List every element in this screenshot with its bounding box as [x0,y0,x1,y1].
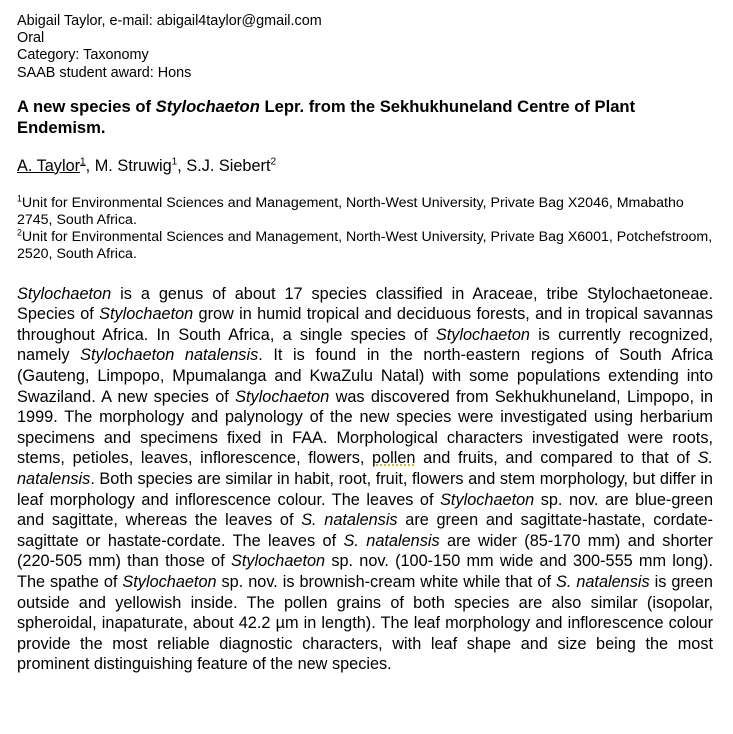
abstract-flagged-word: pollen [372,449,416,468]
abstract-taxon-name: Stylochaeton [17,284,112,303]
abstract-taxon-name: Stylochaeton [122,572,217,591]
affiliation-text: Unit for Environmental Sciences and Management, North-West University, Private Bag X6001, Potchefstroom, 2520, South Africa. [17,229,713,263]
title-prefix: A new species of [17,96,156,116]
abstract-text: is green outside and yellowish inside. The pollen grains of both species are also similar (isopolar, spheroidal, inapaturate, about 42.2 µm in length). The leaf morphology and inflorescence colour provide the most reliable diagnostic characters, with leaf shape and size being the most prominent distinguishing feature of the new species. [17,572,713,674]
author-affiliation-ref: 2 [270,156,277,168]
presentation-type: Oral [17,30,45,47]
abstract-text: grow in humid tropical and deciduous forests, and in tropical savannas throughout Africa. In South Africa, a single species of [17,305,713,344]
header-block [17,13,713,82]
author-name: M. Struwig [94,156,172,175]
abstract-body [17,284,713,675]
affiliation-text: Unit for Environmental Sciences and Management, North-West University, Private Bag X2046, Mmabatho 2745, South Africa. [17,194,684,229]
abstract-taxon-name: Stylochaeton [440,490,535,509]
abstract-text: and fruits, and compared to that of [415,449,698,468]
abstract-text: are green and sagittate-hastate, cordate-sagittate or hastate-cordate. The leaves of [17,511,713,550]
abstract-taxon-name: Stylochaeton [230,552,326,571]
abstract-taxon-name: S. natalensis [555,572,650,591]
abstract-text: . It is found in the north-eastern regions of South Africa (Gauteng, Limpopo, Mpumalanga and KwaZulu Natal) with some populations extending into Swaziland. A new species of [17,346,713,406]
abstract-taxon-name: Stylochaeton [235,387,330,406]
title-suffix: Lepr. from the Sekhukhuneland Centre of Plant Endemism. [17,96,636,138]
author-separator: , [85,156,95,175]
abstract-text: sp. nov. is brownish-cream white while that of [216,572,556,591]
abstract-taxon-name: S. natalensis [301,511,398,530]
contact-line: Abigail Taylor, e-mail: abigail4taylor@gmail.com [17,13,322,29]
author-3 [186,157,276,175]
title-genus: Stylochaeton [155,96,260,116]
affiliation-number: 2 [17,227,22,238]
abstract-text: . Both species are similar in habit, root, fruit, flowers and stem morphology, but differ in leaf morphology and inflorescence colour. The leaves of [17,469,713,509]
author-list [17,156,713,176]
author-1 [17,157,95,175]
abstract-taxon-name: Stylochaeton [99,305,194,324]
author-affiliation-ref: 1 [171,156,178,168]
abstract-title [17,96,713,139]
affiliation-number: 1 [17,193,22,204]
abstract-taxon-name: S. natalensis [343,531,440,550]
abstract-taxon-name: Stylochaeton natalensis [80,346,259,365]
author-2 [95,157,187,175]
category-line: Category: Taxonomy [17,47,149,64]
affiliations [17,195,713,264]
abstract-text: is currently recognized, namely [17,325,713,365]
affiliation-1 [17,195,713,229]
abstract-text: is a genus of about 17 species classified in Araceae, tribe Stylochaetoneae. Species of [17,284,713,324]
award-line: SAAB student award: Hons [17,64,192,81]
abstract-text: was discovered from Sekhukhuneland, Limpopo, in 1999. The morphology and palynology of the new species were investigated using herbarium specimens and specimens fixed in FAA. Morphological characters investigated were roots, stems, petioles, leaves, inflorescence, flowers, [17,387,713,468]
abstract-taxon-name: Stylochaeton [435,325,530,344]
abstract-text: are wider (85-170 mm) and shorter (220-505 mm) than those of [17,531,713,571]
author-separator: , [177,156,187,175]
author-name: A. Taylor [17,156,81,175]
abstract-text: sp. nov. are blue-green and sagittate, whereas the leaves of [17,490,713,530]
document [17,13,713,675]
author-affiliation-ref: 1 [80,156,86,168]
abstract-text: sp. nov. (100-150 mm wide and 300-555 mm long). The spathe of [17,552,714,591]
abstract-taxon-name: S. natalensis [17,449,713,488]
affiliation-2 [17,229,713,263]
author-name: S.J. Siebert [186,156,271,175]
